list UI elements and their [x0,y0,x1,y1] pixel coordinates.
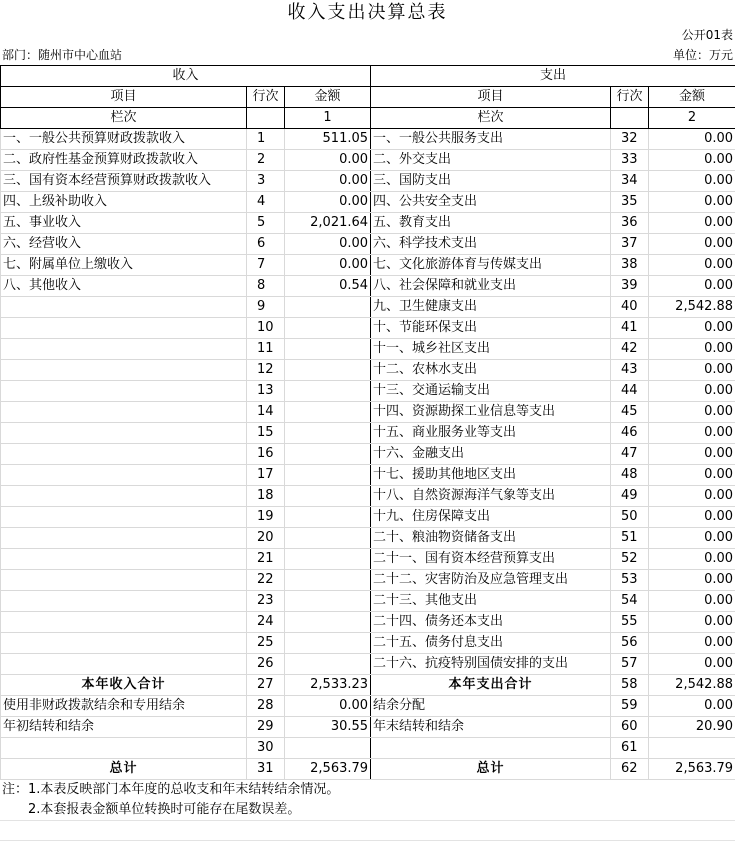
table-row [1,570,735,591]
expense-item-cell: 十六、金融支出 [371,444,611,465]
table-row [1,297,735,318]
expense-amount-cell: 0.00 [649,213,735,234]
expense-amount-cell: 0.00 [649,192,735,213]
expense-item-cell: 六、科学技术支出 [371,234,611,255]
note-1: 注：1.本表反映部门本年度的总收支和年末结转结余情况。 [0,780,735,800]
income-amount-cell [285,528,371,549]
income-rowno-cell: 7 [247,255,285,276]
expense-item-cell: 结余分配 [371,696,611,717]
table-row [1,444,735,465]
table-row [1,339,735,360]
table-row [1,255,735,276]
expense-amount-cell: 0.00 [649,360,735,381]
income-amount-cell: 0.54 [285,276,371,297]
income-item-cell [1,528,247,549]
expense-rowno-cell: 50 [611,507,649,528]
income-item-cell [1,465,247,486]
income-amount-cell [285,360,371,381]
expense-amount-cell: 0.00 [649,423,735,444]
table-row [1,507,735,528]
expense-rowno-cell: 43 [611,360,649,381]
table-row [1,360,735,381]
expense-item-cell: 五、教育支出 [371,213,611,234]
expense-item-cell [371,738,611,759]
table-row [1,150,735,171]
income-rowno-cell: 8 [247,276,285,297]
income-item-cell [1,591,247,612]
table-row [1,549,735,570]
expense-rowno-cell: 47 [611,444,649,465]
income-rowno-cell: 22 [247,570,285,591]
meta-row-dept [0,45,735,65]
income-amount-cell [285,549,371,570]
column-header-row [1,87,735,108]
income-amount-cell [285,297,371,318]
expense-item-cell: 七、文化旅游体育与传媒支出 [371,255,611,276]
income-amount-cell [285,486,371,507]
expense-amount-header: 金额 [649,87,735,108]
income-column-index: 1 [285,108,371,129]
expense-rowno-cell: 49 [611,486,649,507]
table-row [1,465,735,486]
income-amount-cell [285,381,371,402]
total-row [1,675,735,696]
expense-amount-cell: 0.00 [649,129,735,150]
expense-rowno-cell: 34 [611,171,649,192]
expense-amount-cell: 0.00 [649,234,735,255]
table-row [1,129,735,150]
expense-item-cell: 八、社会保障和就业支出 [371,276,611,297]
expense-column-label: 栏次 [371,108,611,129]
report-title: 收入支出决算总表 [0,0,735,25]
expense-amount-cell: 0.00 [649,318,735,339]
expense-rowno-cell: 59 [611,696,649,717]
income-item-cell [1,381,247,402]
expense-amount-cell: 0.00 [649,696,735,717]
income-item-cell: 使用非财政拨款结余和专用结余 [1,696,247,717]
income-item-cell [1,654,247,675]
expense-rowno-cell: 36 [611,213,649,234]
table-row [1,402,735,423]
income-rowno-cell: 1 [247,129,285,150]
income-item-cell [1,507,247,528]
income-rowno-cell: 9 [247,297,285,318]
expense-item-cell: 十二、农林水支出 [371,360,611,381]
income-item-cell: 六、经营收入 [1,234,247,255]
income-amount-cell: 0.00 [285,150,371,171]
income-amount-cell [285,738,371,759]
table-row [1,738,735,759]
expense-item-cell: 二、外交支出 [371,150,611,171]
expense-amount-cell: 0.00 [649,591,735,612]
income-item-cell [1,633,247,654]
expense-item-cell: 总计 [371,759,611,780]
income-amount-cell [285,633,371,654]
notes [0,780,735,820]
income-section-header: 收入 [1,66,371,87]
expense-rowno-cell: 58 [611,675,649,696]
income-rowno-cell: 28 [247,696,285,717]
expense-amount-cell: 0.00 [649,402,735,423]
income-amount-cell [285,612,371,633]
income-amount-cell: 0.00 [285,696,371,717]
expense-rowno-cell: 45 [611,402,649,423]
income-rowno-cell: 21 [247,549,285,570]
expense-amount-cell: 2,542.88 [649,297,735,318]
expense-rowno-cell: 35 [611,192,649,213]
expense-amount-cell: 0.00 [649,276,735,297]
income-rowno-cell: 18 [247,486,285,507]
expense-rowno-cell: 32 [611,129,649,150]
expense-rowno-cell: 55 [611,612,649,633]
expense-rowno-cell: 57 [611,654,649,675]
income-amount-cell: 0.00 [285,255,371,276]
expense-rowno-cell: 54 [611,591,649,612]
expense-amount-cell: 0.00 [649,171,735,192]
expense-item-cell: 十五、商业服务业等支出 [371,423,611,444]
expense-item-cell: 十、节能环保支出 [371,318,611,339]
table-row [1,633,735,654]
income-item-cell: 二、政府性基金预算财政拨款收入 [1,150,247,171]
table-row [1,171,735,192]
expense-amount-cell: 0.00 [649,528,735,549]
income-amount-cell [285,423,371,444]
expense-item-cell: 二十五、债务付息支出 [371,633,611,654]
expense-item-cell: 十八、自然资源海洋气象等支出 [371,486,611,507]
form-number: 公开01表 [682,25,733,45]
table-row [1,486,735,507]
income-rowno-cell: 20 [247,528,285,549]
income-item-cell [1,444,247,465]
column-index-row [1,108,735,129]
expense-section-header: 支出 [371,66,735,87]
income-item-cell [1,297,247,318]
income-rowno-cell: 25 [247,633,285,654]
expense-item-cell: 二十二、灾害防治及应急管理支出 [371,570,611,591]
income-rowno-cell: 6 [247,234,285,255]
income-rowno-cell: 19 [247,507,285,528]
income-item-cell [1,360,247,381]
expense-rowno-cell: 46 [611,423,649,444]
table-row [1,381,735,402]
table-row [1,213,735,234]
income-amount-cell [285,318,371,339]
expense-rowno-cell: 38 [611,255,649,276]
expense-rowno-cell: 44 [611,381,649,402]
note-2: 2.本套报表金额单位转换时可能存在尾数误差。 [0,800,735,820]
income-amount-cell [285,570,371,591]
income-amount-cell: 0.00 [285,234,371,255]
income-rowno-cell: 27 [247,675,285,696]
expense-amount-cell: 0.00 [649,381,735,402]
income-rowno-cell: 29 [247,717,285,738]
expense-item-cell: 九、卫生健康支出 [371,297,611,318]
expense-amount-cell: 0.00 [649,255,735,276]
expense-item-cell: 四、公共安全支出 [371,192,611,213]
expense-rowno-header: 行次 [611,87,649,108]
income-rowno-cell: 14 [247,402,285,423]
income-amount-cell: 511.05 [285,129,371,150]
expense-item-cell: 二十一、国有资本经营预算支出 [371,549,611,570]
expense-item-cell: 二十三、其他支出 [371,591,611,612]
expense-amount-cell: 0.00 [649,549,735,570]
table-row [1,318,735,339]
income-amount-cell [285,507,371,528]
income-rowno-cell: 11 [247,339,285,360]
expense-amount-cell: 20.90 [649,717,735,738]
table-row [1,696,735,717]
income-amount-header: 金额 [285,87,371,108]
table-row [1,612,735,633]
income-column-blank [247,108,285,129]
expense-rowno-cell: 60 [611,717,649,738]
table-row [1,234,735,255]
income-item-cell [1,549,247,570]
income-item-cell [1,339,247,360]
income-rowno-cell: 3 [247,171,285,192]
table-row [1,591,735,612]
expense-amount-cell: 0.00 [649,633,735,654]
expense-rowno-cell: 33 [611,150,649,171]
income-rowno-cell: 30 [247,738,285,759]
income-item-cell: 八、其他收入 [1,276,247,297]
income-item-cell [1,570,247,591]
income-amount-cell [285,339,371,360]
income-amount-cell [285,591,371,612]
income-rowno-cell: 16 [247,444,285,465]
income-item-cell [1,318,247,339]
income-item-cell [1,402,247,423]
income-rowno-cell: 23 [247,591,285,612]
income-amount-cell [285,444,371,465]
income-item-cell: 总计 [1,759,247,780]
blank-grid [0,820,735,860]
expense-item-cell: 十三、交通运输支出 [371,381,611,402]
income-amount-cell: 0.00 [285,192,371,213]
income-item-cell: 七、附属单位上缴收入 [1,255,247,276]
expense-rowno-cell: 61 [611,738,649,759]
income-rowno-cell: 13 [247,381,285,402]
table-row [1,192,735,213]
expense-rowno-cell: 48 [611,465,649,486]
expense-item-cell: 一、一般公共服务支出 [371,129,611,150]
income-rowno-cell: 17 [247,465,285,486]
expense-item-cell: 二十四、债务还本支出 [371,612,611,633]
income-amount-cell: 2,021.64 [285,213,371,234]
income-rowno-cell: 10 [247,318,285,339]
expense-item-cell: 二十六、抗疫特别国债安排的支出 [371,654,611,675]
income-amount-cell: 30.55 [285,717,371,738]
income-rowno-header: 行次 [247,87,285,108]
expense-amount-cell: 2,542.88 [649,675,735,696]
income-amount-cell: 2,533.23 [285,675,371,696]
expense-rowno-cell: 42 [611,339,649,360]
income-item-cell [1,486,247,507]
income-rowno-cell: 12 [247,360,285,381]
expense-amount-cell: 0.00 [649,150,735,171]
expense-amount-cell: 0.00 [649,444,735,465]
unit-label: 单位：万元 [673,45,733,65]
expense-item-cell: 本年支出合计 [371,675,611,696]
expense-amount-cell: 0.00 [649,654,735,675]
expense-amount-cell: 0.00 [649,507,735,528]
table-row [1,276,735,297]
expense-item-cell: 十四、资源勘探工业信息等支出 [371,402,611,423]
expense-item-header: 项目 [371,87,611,108]
income-amount-cell: 2,563.79 [285,759,371,780]
expense-amount-cell: 0.00 [649,612,735,633]
income-rowno-cell: 24 [247,612,285,633]
expense-rowno-cell: 52 [611,549,649,570]
expense-item-cell: 十一、城乡社区支出 [371,339,611,360]
total-row [1,759,735,780]
section-header-row [1,66,735,87]
expense-item-cell: 十七、援助其他地区支出 [371,465,611,486]
income-item-cell: 本年收入合计 [1,675,247,696]
expense-column-blank [611,108,649,129]
expense-item-cell: 二十、粮油物资储备支出 [371,528,611,549]
income-amount-cell [285,402,371,423]
summary-table [0,65,735,780]
table-row [1,654,735,675]
expense-item-cell: 十九、住房保障支出 [371,507,611,528]
income-item-cell [1,612,247,633]
expense-rowno-cell: 39 [611,276,649,297]
expense-rowno-cell: 53 [611,570,649,591]
income-item-cell: 三、国有资本经营预算财政拨款收入 [1,171,247,192]
income-item-cell: 四、上级补助收入 [1,192,247,213]
income-item-cell [1,738,247,759]
income-rowno-cell: 5 [247,213,285,234]
expense-amount-cell: 0.00 [649,570,735,591]
income-item-cell [1,423,247,444]
income-rowno-cell: 2 [247,150,285,171]
expense-amount-cell: 0.00 [649,339,735,360]
income-item-cell: 年初结转和结余 [1,717,247,738]
expense-amount-cell: 2,563.79 [649,759,735,780]
expense-rowno-cell: 37 [611,234,649,255]
expense-rowno-cell: 41 [611,318,649,339]
income-item-cell: 一、一般公共预算财政拨款收入 [1,129,247,150]
expense-rowno-cell: 62 [611,759,649,780]
expense-column-index: 2 [649,108,735,129]
department-label: 部门：随州市中心血站 [2,45,122,65]
expense-item-cell: 三、国防支出 [371,171,611,192]
meta-row-form [0,25,735,45]
expense-amount-cell [649,738,735,759]
income-item-header: 项目 [1,87,247,108]
income-item-cell: 五、事业收入 [1,213,247,234]
table-row [1,423,735,444]
expense-amount-cell: 0.00 [649,465,735,486]
income-amount-cell: 0.00 [285,171,371,192]
expense-amount-cell: 0.00 [649,486,735,507]
income-rowno-cell: 4 [247,192,285,213]
income-amount-cell [285,465,371,486]
table-row [1,528,735,549]
expense-rowno-cell: 51 [611,528,649,549]
income-rowno-cell: 26 [247,654,285,675]
income-rowno-cell: 31 [247,759,285,780]
income-column-label: 栏次 [1,108,247,129]
expense-rowno-cell: 40 [611,297,649,318]
expense-item-cell: 年末结转和结余 [371,717,611,738]
income-amount-cell [285,654,371,675]
table-row [1,717,735,738]
income-rowno-cell: 15 [247,423,285,444]
expense-rowno-cell: 56 [611,633,649,654]
